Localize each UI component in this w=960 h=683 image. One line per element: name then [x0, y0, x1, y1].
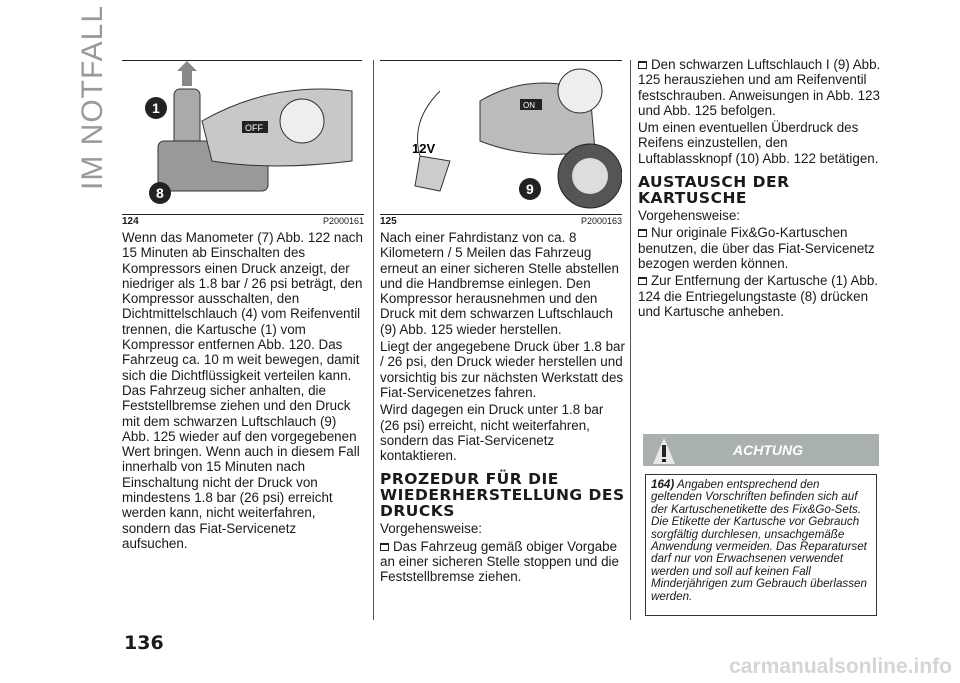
- paragraph: Wird dagegen ein Druck unter 1.8 bar (26 psi) erreicht, nicht weiterfahren, sondern das Fiat-Servicenetz kontaktieren.: [380, 402, 604, 464]
- bullet-box-icon: [638, 61, 647, 69]
- bullet-item: Nur originale Fix&Go-Kartuschen benutzen, die über das Fiat-Servicenetz bezogen werden können.: [638, 225, 875, 271]
- bullet-box-icon: [638, 277, 647, 285]
- section-title: IM NOTFALL: [76, 4, 109, 190]
- bullet-box-icon: [638, 229, 647, 237]
- column-1: [122, 230, 364, 553]
- bullet-item: Den schwarzen Luftschlauch I (9) Abb. 125 herausziehen und am Reifenventil festschrauben. Anweisungen in Abb. 123 und Abb. 125 befolgen.: [638, 57, 881, 118]
- compressor-tire-illustration: [380, 61, 622, 211]
- warning-box: 164) Angaben entsprechend den geltenden Vorschriften befinden sich auf der Kartuschenetikette des Fix&Go-Sets. Die Etikette der Kartusche vor Gebrauch sorgfältig durchlesen, unsachgemäße Anwendung vermeiden. Das Reparaturset darf nur von Erwachsenen verwendet werden und soll auf keinen Fall Minderjährigen zum Gebrauch überlassen werden.: [645, 474, 877, 616]
- bullet-item: Das Fahrzeug gemäß obiger Vorgabe an einer sicheren Stelle stoppen und die Feststellbremse ziehen.: [380, 538, 619, 585]
- compressor-illustration: [122, 61, 362, 211]
- column-divider: [373, 60, 374, 620]
- warning-header: ACHTUNG: [643, 434, 879, 466]
- paragraph: Liegt der angegebene Druck über 1.8 bar / 26 psi, den Druck wieder herstellen und vorsichtig bis zur nächsten Werkstatt des Fiat-Servicenetzes fahren.: [380, 339, 625, 400]
- figure-124: [122, 60, 362, 212]
- warning-icon: [649, 436, 679, 466]
- svg-text:1: 1: [152, 100, 160, 116]
- figure-caption: 124 P2000161: [122, 216, 364, 227]
- bullet-box-icon: [380, 543, 389, 551]
- paragraph: Wenn das Manometer (7) Abb. 122 nach 15 Minuten ab Einschalten des Kompressors einen Druck anzeigt, der niedriger als 1.8 bar / 26 psi beträgt, den Kompressor ausschalten, den Dichtmittelschlauch (4) vom Reifenventil trennen, die Kartusche (1) vom Kompressor entfernen Abb. 120. Das Fahrzeug ca. 10 m weit bewegen, damit sich die Dichtflüssigkeit verteilen kann. Das Fahrzeug sicher anhalten, die Feststellbremse ziehen und den Druck mit dem schwarzen Luftschlauch (9) Abb. 125 wieder auf den vorgegebenen Wert bringen. Wenn auch in diesem Fall innerhalb von 15 Minuten nach Einschaltung nicht der Druck von mindestens 1.8 bar (26 psi) erreicht werden kann, nicht weiterfahren, sondern das Fiat-Servicenetz aufsuchen.: [122, 230, 363, 551]
- svg-text:ON: ON: [523, 101, 535, 110]
- watermark: carmanualsonline.info: [729, 655, 952, 678]
- svg-text:9: 9: [526, 181, 534, 197]
- section-heading: AUSTAUSCH DER KARTUSCHE: [638, 173, 790, 208]
- svg-text:8: 8: [156, 185, 164, 201]
- page-number: 136: [124, 632, 164, 654]
- figure-caption: 125 P2000163: [380, 216, 622, 227]
- column-2: Nach einer Fahrdistanz von ca. 8 Kilometern / 5 Meilen das Fahrzeug erneut an einer sicheren Stelle abstellen und die Handbremse einlegen. Den Kompressor herausnehmen und den Druck mit dem schwarzen Luftschlauch (9) Abb. 125 wieder herstellen. Liegt der angegebene Druck über 1.8 bar / 26 psi, den Druck wieder herstellen und vorsichtig bis zur nächsten Werkstatt des Fiat-Servicenetzes fahren. Wird dagegen ein Druck unter 1.8 bar (26 psi) erreicht, nicht weiterfahren, sondern das Fiat-Servicenetz kontaktieren. PROZEDUR FÜR DIE WIEDERHERSTELLUNG DES DRUCKS Vorgehensweise: Das Fahrzeug gemäß obiger Vorgabe an einer sicheren Stelle stoppen und die Feststellbremse ziehen.: [380, 230, 625, 585]
- svg-text:OFF: OFF: [245, 123, 263, 133]
- bullet-item: Zur Entfernung der Kartusche (1) Abb. 124 die Entriegelungstaste (8) drücken und Kartusche anheben.: [638, 273, 879, 319]
- svg-text:12V: 12V: [412, 141, 436, 156]
- column-divider: [630, 60, 631, 620]
- figure-125: [380, 60, 622, 212]
- column-3: Den schwarzen Luftschlauch I (9) Abb. 125 herausziehen und am Reifenventil festschrauben. Anweisungen in Abb. 123 und Abb. 125 befolgen. Um einen eventuellen Überdruck des Reifens einzustellen, den Luftablassknopf (10) Abb. 122 betätigen. AUSTAUSCH DER KARTUSCHE Vorgehensweise: Nur originale Fix&Go-Kartuschen benutzen, die über das Fiat-Servicenetz bezogen werden können. Zur Entfernung der Kartusche (1) Abb. 124 die Entriegelungstaste (8) drücken und Kartusche anheben.: [638, 57, 883, 321]
- section-heading: PROZEDUR FÜR DIE WIEDERHERSTELLUNG DES DRUCKS: [380, 470, 625, 521]
- paragraph: Nach einer Fahrdistanz von ca. 8 Kilometern / 5 Meilen das Fahrzeug erneut an einer sicheren Stelle abstellen und die Handbremse einlegen. Den Kompressor herausnehmen und den Druck mit dem schwarzen Luftschlauch (9) Abb. 125 wieder herstellen.: [380, 230, 619, 337]
